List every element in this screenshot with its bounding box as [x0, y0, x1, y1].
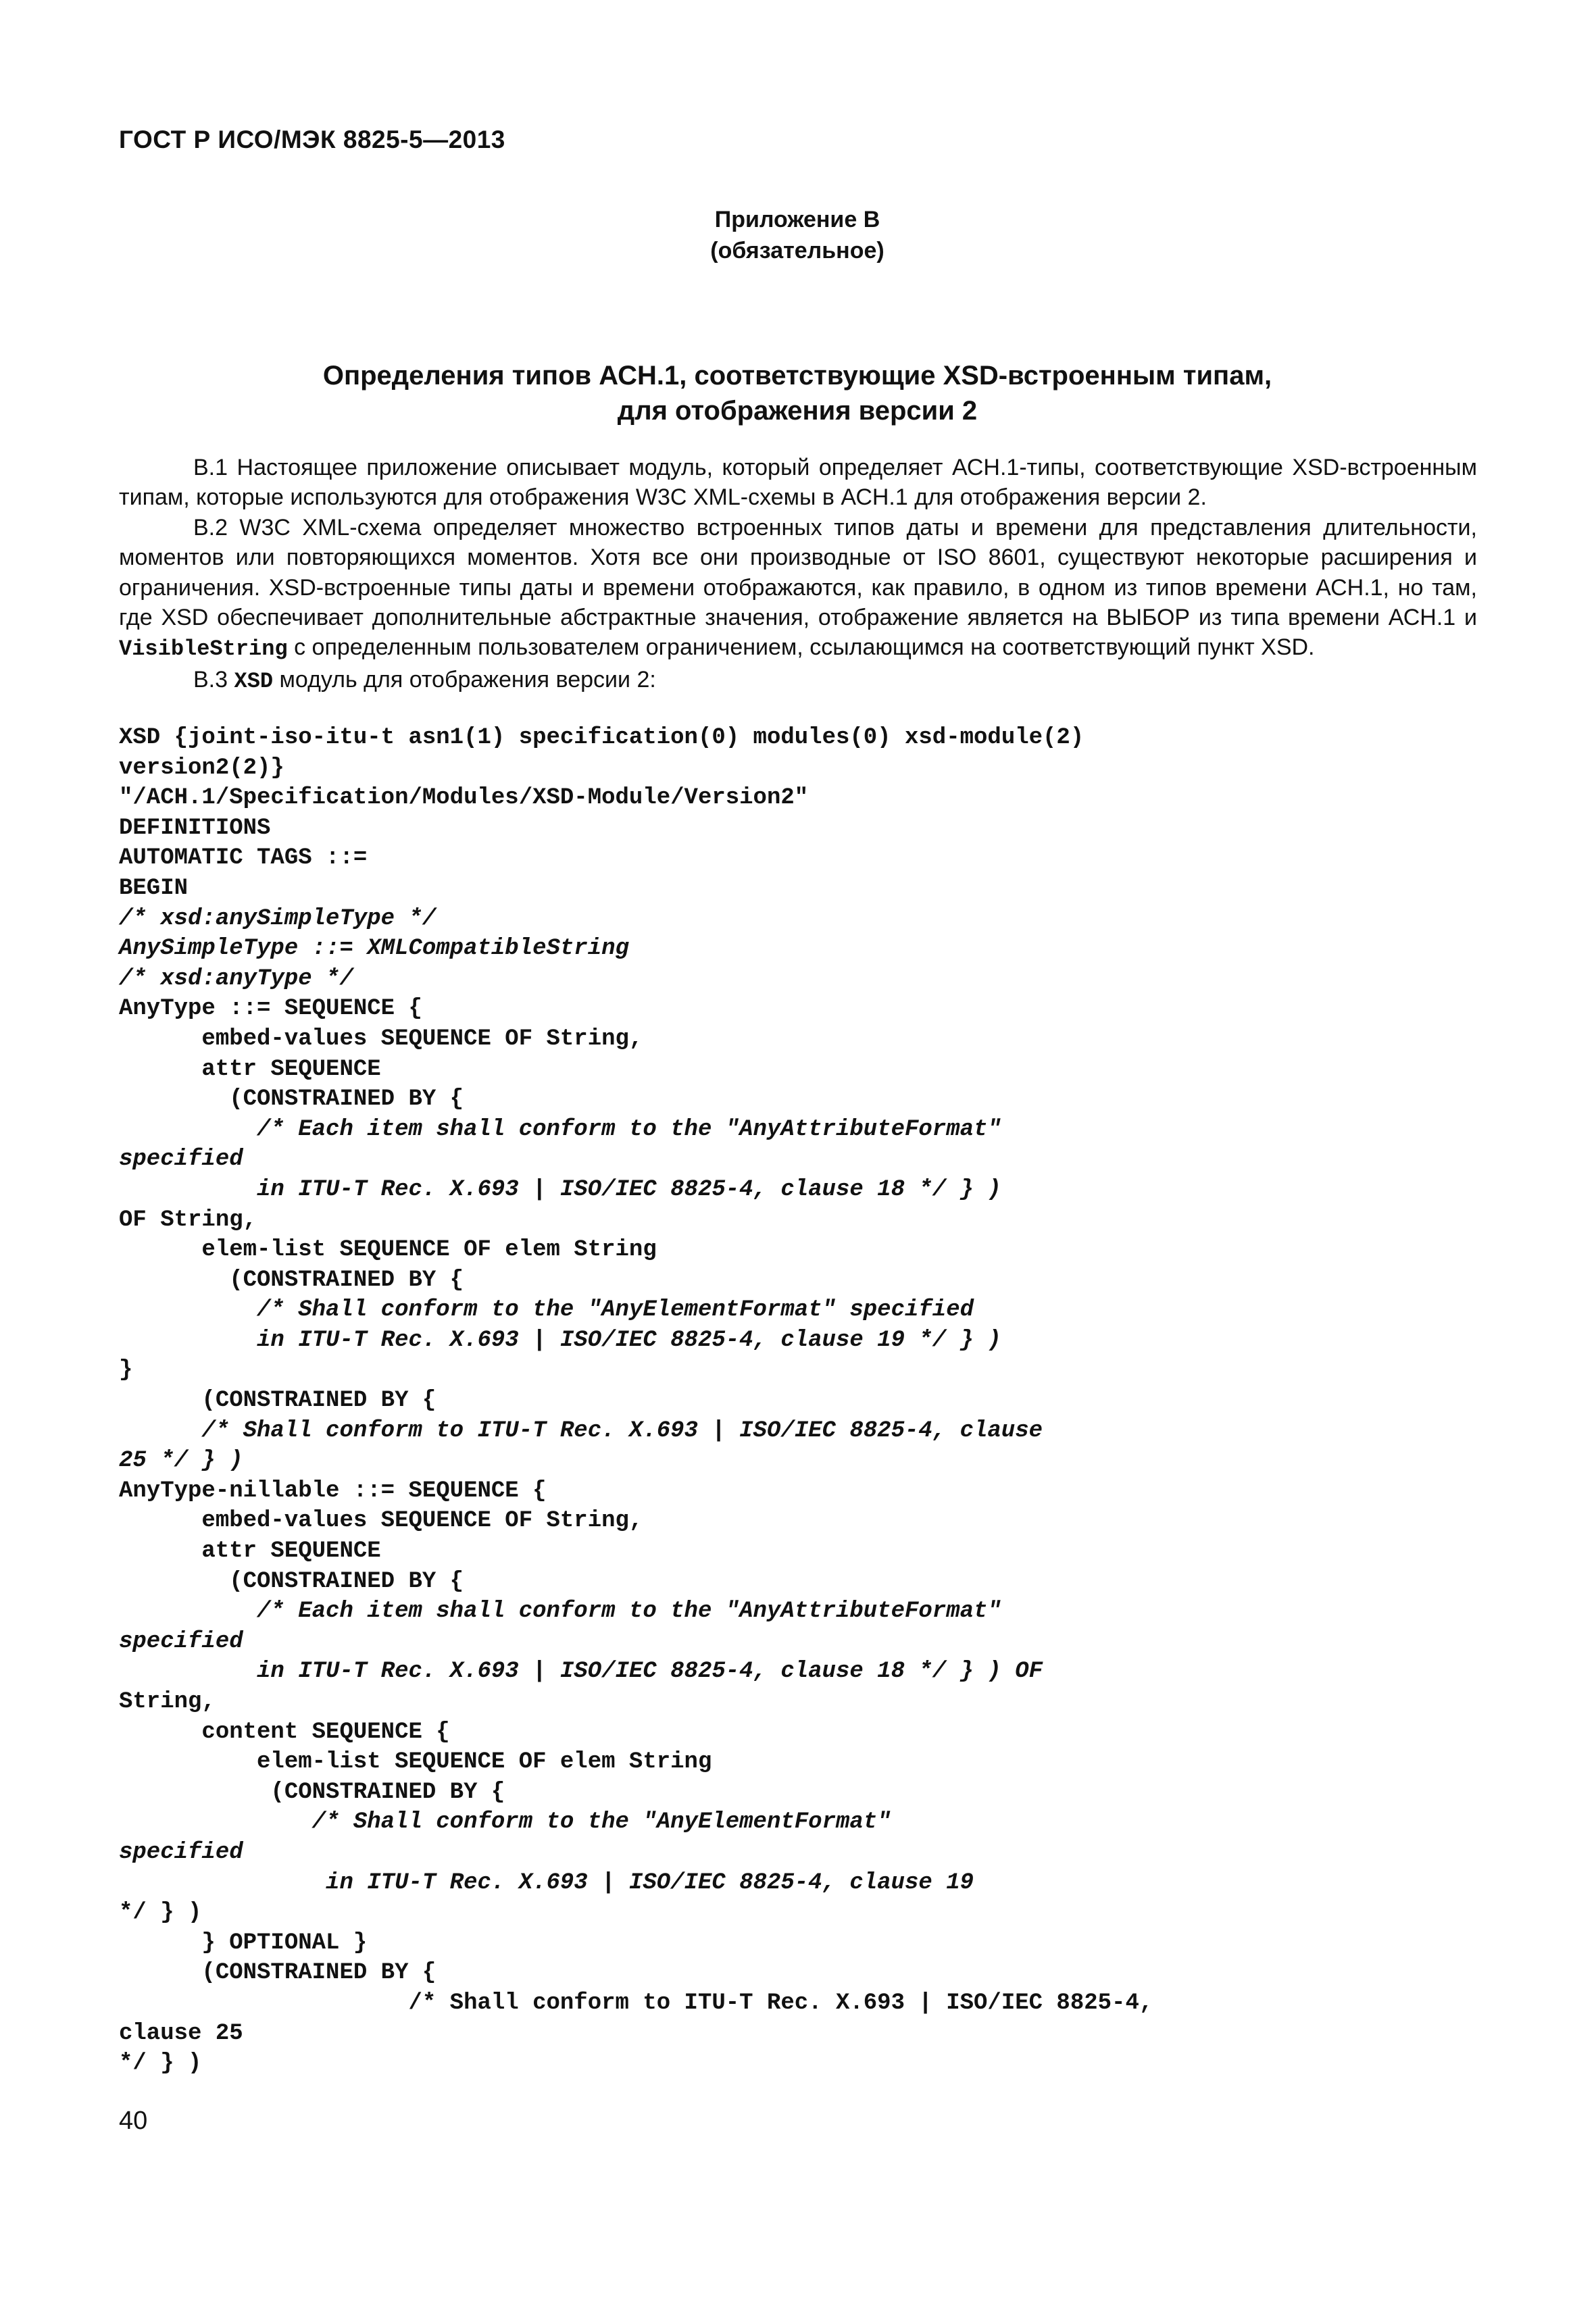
paragraph-b2-text-end: с определенным пользователем ограничением, ссылающимся на соответствующий пункт XSD. [287, 634, 1315, 661]
code-line: attr SEQUENCE [119, 1538, 381, 1565]
annex-title: Приложение В [714, 207, 880, 232]
code-line: 25 */ } ) [119, 1448, 243, 1474]
body-text [119, 453, 1477, 697]
code-line: embed-values SEQUENCE OF String, [119, 1508, 643, 1534]
page-header: ГОСТ Р ИСО/МЭК 8825-5—2013 [119, 126, 505, 153]
code-line: DEFINITIONS [119, 815, 271, 841]
code-line: embed-values SEQUENCE OF String, [119, 1026, 643, 1052]
section-title-line-1: Определения типов АСН.1, соответствующие XSD-встроенным типам, [322, 361, 1272, 391]
code-line: /* Shall conform to the "AnyElementFormat" [119, 1809, 891, 1836]
code-line: specified [119, 1839, 243, 1865]
code-line: /* Shall conform to ITU-T Rec. X.693 | ISO/IEC 8825-4, clause [119, 1417, 1043, 1444]
code-line: elem-list SEQUENCE OF elem String [119, 1237, 657, 1263]
code-line: (CONSTRAINED BY { [119, 1779, 505, 1805]
code-line: AnyType-nillable ::= SEQUENCE { [119, 1478, 547, 1504]
code-line: */ } ) [119, 2051, 202, 2077]
asn1-code-listing [119, 723, 1497, 2079]
section-title-line-2: для отображения версии 2 [617, 396, 978, 426]
code-line: elem-list SEQUENCE OF elem String [119, 1749, 712, 1776]
code-line: XSD {joint-iso-itu-t asn1(1) specification(0) modules(0) xsd-module(2) [119, 725, 1084, 751]
code-line: AnySimpleType ::= XMLCompatibleString [119, 936, 629, 962]
code-line: (CONSTRAINED BY { [119, 1086, 464, 1113]
code-line: AUTOMATIC TAGS ::= [119, 845, 368, 872]
code-line: /* Shall conform to the "AnyElementFormat" specified [119, 1297, 974, 1324]
code-line: /* Each item shall conform to the "AnyAttributeFormat" [119, 1116, 1001, 1142]
code-line: in ITU-T Rec. X.693 | ISO/IEC 8825-4, clause 19 */ } ) [119, 1327, 1001, 1353]
code-line: (CONSTRAINED BY { [119, 1568, 464, 1594]
code-line: in ITU-T Rec. X.693 | ISO/IEC 8825-4, clause 19 [119, 1869, 974, 1896]
code-line: "/ACH.1/Specification/Modules/XSD-Module/Version2" [119, 785, 809, 811]
paragraph-b2-text: В.2 W3C XML-схема определяет множество встроенных типов даты и времени для представления длительности, моментов или повторяющихся моментов. Хотя все они производные от ISO 8601, существуют некоторые расширения и ограничения. XSD-встроенные типы даты и времени отображаются, как правило, в одном из типов времени АСН.1, но там, где XSD обеспечивает дополнительные абстрактные значения, отображение является на ВЫБОР из типа времени АСН.1 и [119, 514, 1477, 631]
code-line: attr SEQUENCE [119, 1056, 381, 1082]
code-line: (CONSTRAINED BY { [119, 1388, 437, 1414]
code-line: */ } ) [119, 1900, 202, 1926]
paragraph-b1: В.1 Настоящее приложение описывает модуль, который определяет АСН.1-типы, соответствующие XSD-встроенным типам, которые используются для отображения W3C XML-схемы в АСН.1 для отображения версии 2. [119, 455, 1477, 511]
paragraph-b3 [119, 665, 1477, 697]
code-line: version2(2)} [119, 755, 284, 781]
code-line: /* xsd:anySimpleType */ [119, 905, 437, 932]
code-line: /* Each item shall conform to the "AnyAttributeFormat" [119, 1599, 1001, 1625]
code-line: (CONSTRAINED BY { [119, 1960, 437, 1986]
code-line: (CONSTRAINED BY { [119, 1267, 464, 1293]
inline-code-visiblestring: VisibleString [119, 636, 288, 662]
code-line: in ITU-T Rec. X.693 | ISO/IEC 8825-4, clause 18 */ } ) [119, 1176, 1001, 1203]
inline-code-xsd: XSD [234, 668, 274, 694]
code-line: } [119, 1357, 133, 1384]
code-line: String, [119, 1689, 216, 1715]
code-line: AnyType ::= SEQUENCE { [119, 996, 422, 1022]
code-line: } OPTIONAL } [119, 1930, 368, 1956]
code-line: in ITU-T Rec. X.693 | ISO/IEC 8825-4, clause 18 */ } ) OF [119, 1659, 1043, 1685]
paragraph-b3-text: В.3 [193, 666, 234, 693]
code-line: /* xsd:anyType */ [119, 965, 353, 992]
code-line: /* Shall conform to ITU-T Rec. X.693 | ISO/IEC 8825-4, [119, 1990, 1153, 2016]
page-number: 40 [119, 2107, 148, 2135]
code-line: specified [119, 1147, 243, 1173]
paragraph-b3-text-end: модуль для отображения версии 2: [273, 666, 656, 693]
code-line: OF String, [119, 1207, 257, 1233]
code-line: specified [119, 1628, 243, 1655]
code-line: clause 25 [119, 2020, 243, 2046]
section-title [230, 358, 1365, 428]
code-line: content SEQUENCE { [119, 1719, 450, 1745]
annex-heading [635, 204, 959, 266]
code-line: BEGIN [119, 875, 189, 901]
annex-status: (обязательное) [710, 238, 884, 263]
paragraph-b2 [119, 513, 1477, 665]
